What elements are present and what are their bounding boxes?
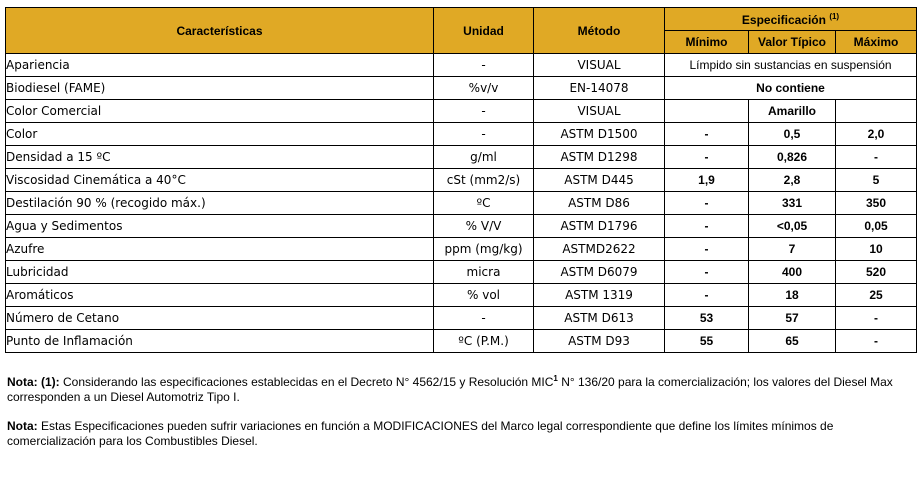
row-characteristic: Destilación 90 % (recogido máx.) (6, 192, 434, 215)
row-max: 5 (836, 169, 917, 192)
row-characteristic: Lubricidad (6, 261, 434, 284)
header-row (6, 8, 917, 31)
row-max: 0,05 (836, 215, 917, 238)
row-max: 350 (836, 192, 917, 215)
table-row (6, 77, 917, 100)
row-spec-span: No contiene (665, 77, 917, 100)
row-max: 520 (836, 261, 917, 284)
row-spec-span: Límpido sin sustancias en suspensión (665, 54, 917, 77)
note-1-text-b: N° 136/20 para la comercialización; los valores del Diesel Max corresponden a un Diesel Automotriz Tipo I. (7, 375, 893, 404)
row-min: 1,9 (665, 169, 749, 192)
row-method: ASTM D1796 (534, 215, 665, 238)
row-min: 55 (665, 330, 749, 353)
row-typical: 57 (749, 307, 836, 330)
row-min: - (665, 284, 749, 307)
row-characteristic: Densidad a 15 ºC (6, 146, 434, 169)
row-typical: <0,05 (749, 215, 836, 238)
row-characteristic: Agua y Sedimentos (6, 215, 434, 238)
row-characteristic: Biodiesel (FAME) (6, 77, 434, 100)
table-row (6, 146, 917, 169)
table-row (6, 284, 917, 307)
row-method: ASTM D445 (534, 169, 665, 192)
row-method: ASTM D6079 (534, 261, 665, 284)
row-unit: - (434, 307, 534, 330)
note-1-label: Nota: (1): (7, 375, 60, 389)
row-method: ASTM D1298 (534, 146, 665, 169)
header-min: Mínimo (665, 31, 749, 54)
row-characteristic: Apariencia (6, 54, 434, 77)
row-method: ASTM D1500 (534, 123, 665, 146)
table-row (6, 123, 917, 146)
row-typical: 0,826 (749, 146, 836, 169)
row-unit: - (434, 100, 534, 123)
row-min: 53 (665, 307, 749, 330)
row-max: 10 (836, 238, 917, 261)
specifications-table (5, 7, 917, 353)
note-2-label: Nota: (7, 419, 38, 433)
row-typical: 18 (749, 284, 836, 307)
row-typical: 7 (749, 238, 836, 261)
row-max: 25 (836, 284, 917, 307)
row-unit: %v/v (434, 77, 534, 100)
row-unit: ºC (P.M.) (434, 330, 534, 353)
table-row (6, 169, 917, 192)
table-row (6, 307, 917, 330)
note-2 (7, 419, 912, 449)
header-characteristics: Características (6, 8, 434, 54)
row-max: - (836, 307, 917, 330)
row-unit: - (434, 54, 534, 77)
row-unit: cSt (mm2/s) (434, 169, 534, 192)
header-specification-sup: (1) (829, 11, 840, 21)
row-typical: Amarillo (749, 100, 836, 123)
row-unit: - (434, 123, 534, 146)
row-characteristic: Color Comercial (6, 100, 434, 123)
row-characteristic: Punto de Inflamación (6, 330, 434, 353)
table-row (6, 215, 917, 238)
table-body (6, 54, 917, 353)
row-method: ASTMD2622 (534, 238, 665, 261)
row-unit: % vol (434, 284, 534, 307)
row-max: 2,0 (836, 123, 917, 146)
row-typical: 2,8 (749, 169, 836, 192)
row-typical: 331 (749, 192, 836, 215)
row-min: - (665, 192, 749, 215)
notes (7, 371, 912, 463)
row-characteristic: Color (6, 123, 434, 146)
table-row (6, 54, 917, 77)
row-method: EN-14078 (534, 77, 665, 100)
header-unit: Unidad (434, 8, 534, 54)
row-unit: ppm (mg/kg) (434, 238, 534, 261)
note-1-sup: 1 (553, 374, 558, 383)
row-min: - (665, 146, 749, 169)
row-min (665, 100, 749, 123)
table-row (6, 238, 917, 261)
note-2-text: Estas Especificaciones pueden sufrir variaciones en función a MODIFICACIONES del Marco legal correspondiente que define los límites mínimos de comercialización para los Combustibles Diesel. (7, 419, 834, 448)
row-characteristic: Viscosidad Cinemática a 40°C (6, 169, 434, 192)
row-method: VISUAL (534, 54, 665, 77)
row-unit: ºC (434, 192, 534, 215)
row-typical: 0,5 (749, 123, 836, 146)
header-method: Método (534, 8, 665, 54)
table-row (6, 330, 917, 353)
note-1 (7, 371, 912, 405)
row-typical: 65 (749, 330, 836, 353)
row-typical: 400 (749, 261, 836, 284)
row-max (836, 100, 917, 123)
header-max: Máximo (836, 31, 917, 54)
header-specification (665, 8, 917, 31)
row-min: - (665, 123, 749, 146)
header-specification-label: Especificación (741, 12, 826, 27)
row-max: - (836, 330, 917, 353)
row-method: ASTM D93 (534, 330, 665, 353)
row-method: ASTM D613 (534, 307, 665, 330)
row-method: ASTM D86 (534, 192, 665, 215)
row-characteristic: Aromáticos (6, 284, 434, 307)
row-unit: g/ml (434, 146, 534, 169)
row-method: VISUAL (534, 100, 665, 123)
row-unit: micra (434, 261, 534, 284)
row-method: ASTM 1319 (534, 284, 665, 307)
header-typical: Valor Típico (749, 31, 836, 54)
row-min: - (665, 238, 749, 261)
row-unit: % V/V (434, 215, 534, 238)
row-max: - (836, 146, 917, 169)
row-min: - (665, 215, 749, 238)
row-characteristic: Azufre (6, 238, 434, 261)
row-characteristic: Número de Cetano (6, 307, 434, 330)
table-row (6, 261, 917, 284)
note-1-text-a: Considerando las especificaciones establecidas en el Decreto N° 4562/15 y Resolución MIC (59, 375, 554, 389)
row-min: - (665, 261, 749, 284)
table-row (6, 100, 917, 123)
table-row (6, 192, 917, 215)
